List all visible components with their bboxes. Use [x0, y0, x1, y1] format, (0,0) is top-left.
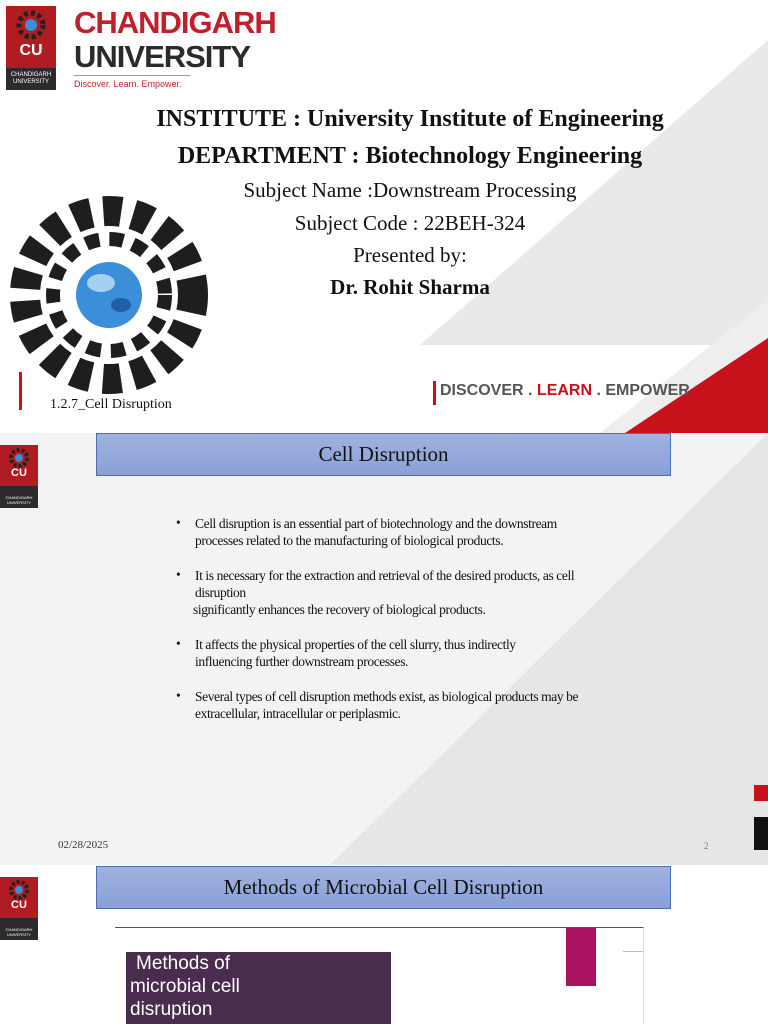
gear-globe-icon	[7, 879, 31, 901]
gear-globe-icon	[7, 447, 31, 469]
presenter-name: Dr. Rohit Sharma	[330, 275, 490, 299]
department-line: DEPARTMENT : Biotechnology Engineering	[177, 143, 643, 169]
accent-bar	[19, 372, 22, 410]
embedded-slide-image	[115, 927, 644, 1024]
footer-label: 1.2.7_Cell Disruption	[50, 397, 172, 412]
slide-number: 2	[704, 841, 709, 851]
cu-logo-small: CU CHANDIGARH UNIVERSITY	[0, 877, 38, 940]
image-caption: Methods of microbial cell disruption	[130, 953, 240, 1020]
badge-text: CU	[19, 42, 43, 59]
subject-name: Subject Name :Downstream Processing	[243, 178, 577, 202]
bullet-item: • It is necessary for the extraction and retrieval of the desired products, as cell disruption significantly enhances the recovery of biological products.	[176, 567, 575, 617]
bullet-item: • Several types of cell disruption methods exist, as biological products may be extracellular, intracellular or periplasmic.	[176, 688, 579, 721]
institute-line: INSTITUTE : University Institute of Engineering	[156, 106, 664, 132]
bullet-item: • Cell disruption is an essential part of biotechnology and the downstream processes related to the manufacturing of biological products.	[176, 515, 557, 548]
bullet-list	[176, 515, 616, 735]
cu-logo-badge	[6, 6, 56, 90]
slide-date: 02/28/2025	[58, 839, 109, 851]
gear-globe-icon	[15, 9, 47, 41]
university-name	[74, 6, 276, 74]
slide-title: Cell Disruption	[96, 433, 671, 476]
badge-sub-2: UNIVERSITY	[12, 79, 49, 85]
cu-logo-small: CU CHANDIGARH UNIVERSITY	[0, 445, 38, 508]
motto-bar	[433, 381, 436, 405]
methods-slide	[0, 865, 768, 1024]
bullet-item: • It affects the physical properties of the cell slurry, thus indirectly influencing further downstream processes.	[176, 636, 516, 669]
motto: DISCOVER . LEARN . EMPOWER	[440, 382, 690, 399]
subject-code: Subject Code : 22BEH-324	[294, 211, 526, 235]
badge-sub-1: CHANDIGARH	[10, 72, 52, 78]
cell-disruption-slide	[0, 433, 768, 865]
name-line1: CHANDIGARH	[74, 5, 276, 40]
name-line2: UNIVERSITY	[74, 39, 251, 74]
presented-by: Presented by:	[353, 243, 467, 267]
logo-tagline: Discover. Learn. Empower.	[74, 79, 182, 89]
slide-title: Methods of Microbial Cell Disruption	[96, 866, 671, 909]
title-slide	[0, 0, 768, 433]
magenta-block	[566, 928, 596, 986]
